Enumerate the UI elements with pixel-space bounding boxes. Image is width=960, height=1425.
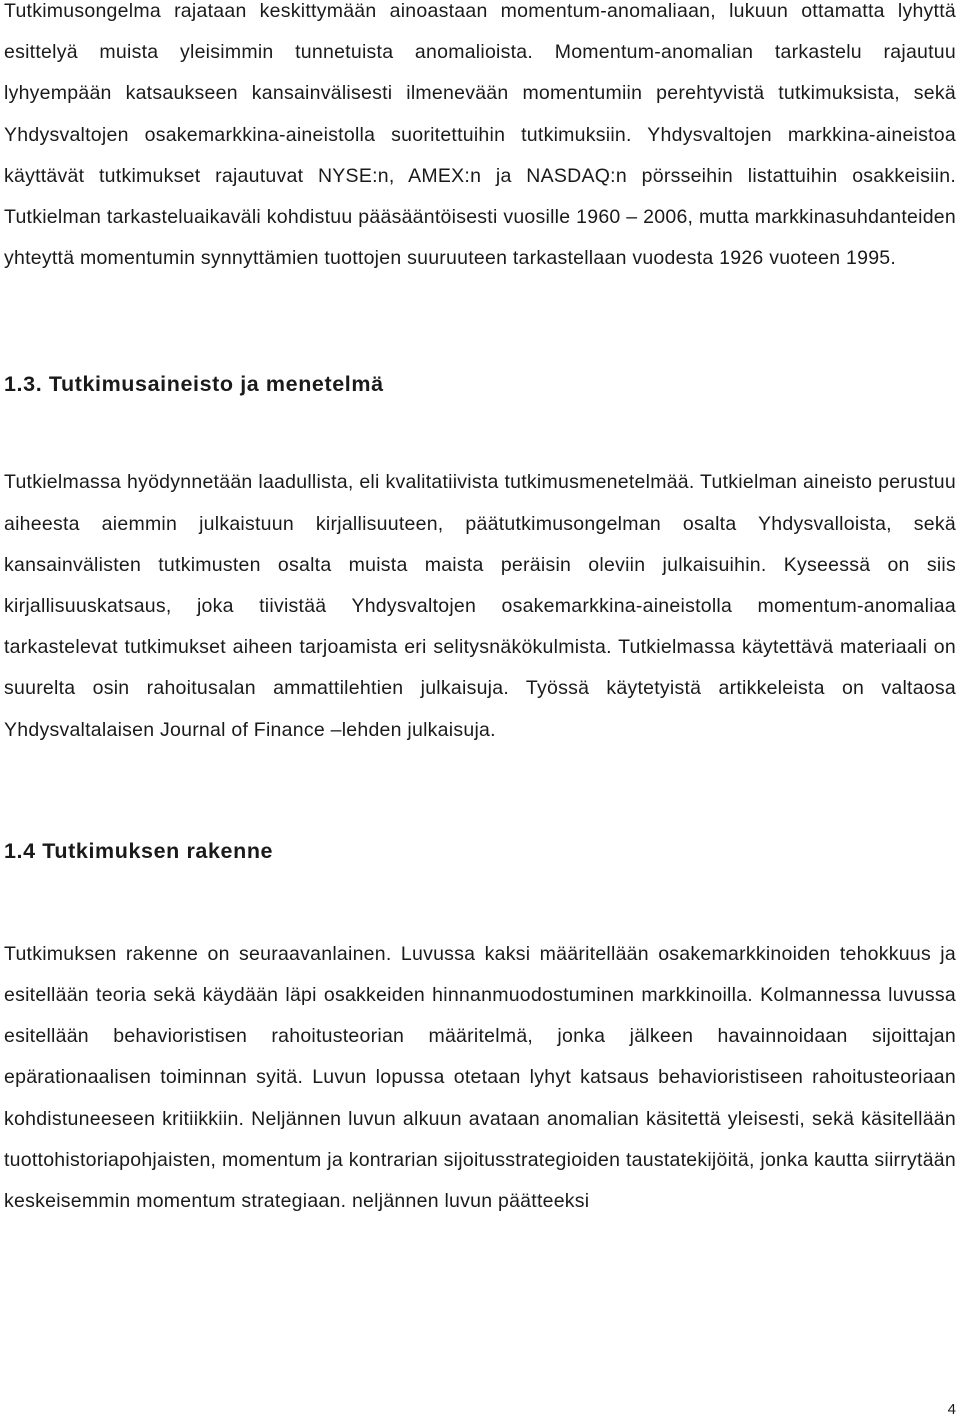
section-1-3-paragraph: Tutkielmassa hyödynnetään laadullista, eli kvalitatiivista tutkimusmenetelmää. Tutkielman aineisto perustuu aiheesta aiemmin julkaistuun kirjallisuuteen, päätutkimusongelman osalta Yhdysvalloista, sekä kansainvälisten tutkimusten osalta muista maista peräisin oleviin julkaisuihin. Kyseessä on siis kirjallisuuskatsaus, joka tiivistää Yhdysvaltojen osakemarkkina-aineistolla momentum-anomaliaa tarkastelevat tutkimukset aiheen tarjoamista eri selitysnäkökulmista. Tutkielmassa käytettävä materiaali on suurelta osin rahoitusalan ammattilehtien julkaisuja. Työssä käytetyistä artikkeleista on valtaosa Yhdysvaltalaisen Journal of Finance –lehden julkaisuja. [4, 471, 956, 741]
document-page [4, 0, 956, 1222]
section-1-4-paragraph: Tutkimuksen rakenne on seuraavanlainen. Luvussa kaksi määritellään osakemarkkinoiden tehokkuus ja esitellään teoria sekä käydään läpi osakkeiden hinnanmuodostuminen markkinoilla. Kolmannessa luvussa esitellään behavioristisen rahoitusteorian määritelmä, jonka jälkeen havainnoidaan sijoittajan epärationaalisen toiminnan syitä. Luvun lopussa otetaan lyhyt katsaus behavioristiseen rahoitusteoriaan kohdistuneeseen kritiikkiin. Neljännen luvun alkuun avataan anomalian käsitettä yleisesti, sekä käsitellään tuottohistoriapohjaisten, momentum ja kontrarian sijoitusstrategioiden taustatekijöitä, jonka kautta siirrytään keskeisemmin momentum strategiaan. neljännen luvun päätteeksi [4, 942, 956, 1213]
section-heading-1-3: 1.3. Tutkimusaineisto ja menetelmä [4, 372, 384, 397]
page-number: 4 [947, 1401, 956, 1418]
intro-paragraph: Tutkimusongelma rajataan keskittymään ainoastaan momentum-anomaliaan, lukuun ottamatta lyhyttä esittelyä muista yleisimmin tunnetuista anomalioista. Momentum-anomalian tarkastelu rajautuu lyhyempään katsaukseen kansainvälisesti ilmenevään momentumiin perehtyvistä tutkimuksista, sekä Yhdysvaltojen osakemarkkina-aineistolla suoritettuihin tutkimuksiin. Yhdysvaltojen markkina-aineistoa käyttävät tutkimukset rajautuvat NYSE:n, AMEX:n ja NASDAQ:n pörsseihin listattuihin osakkeisiin. Tutkielman tarkasteluaikaväli kohdistuu pääsääntöisesti vuosille 1960 – 2006, mutta markkinasuhdanteiden yhteyttä momentumin synnyttämien tuottojen suuruuteen tarkastellaan vuodesta 1926 vuoteen 1995. [4, 0, 956, 270]
section-heading-1-4: 1.4 Tutkimuksen rakenne [4, 838, 274, 863]
